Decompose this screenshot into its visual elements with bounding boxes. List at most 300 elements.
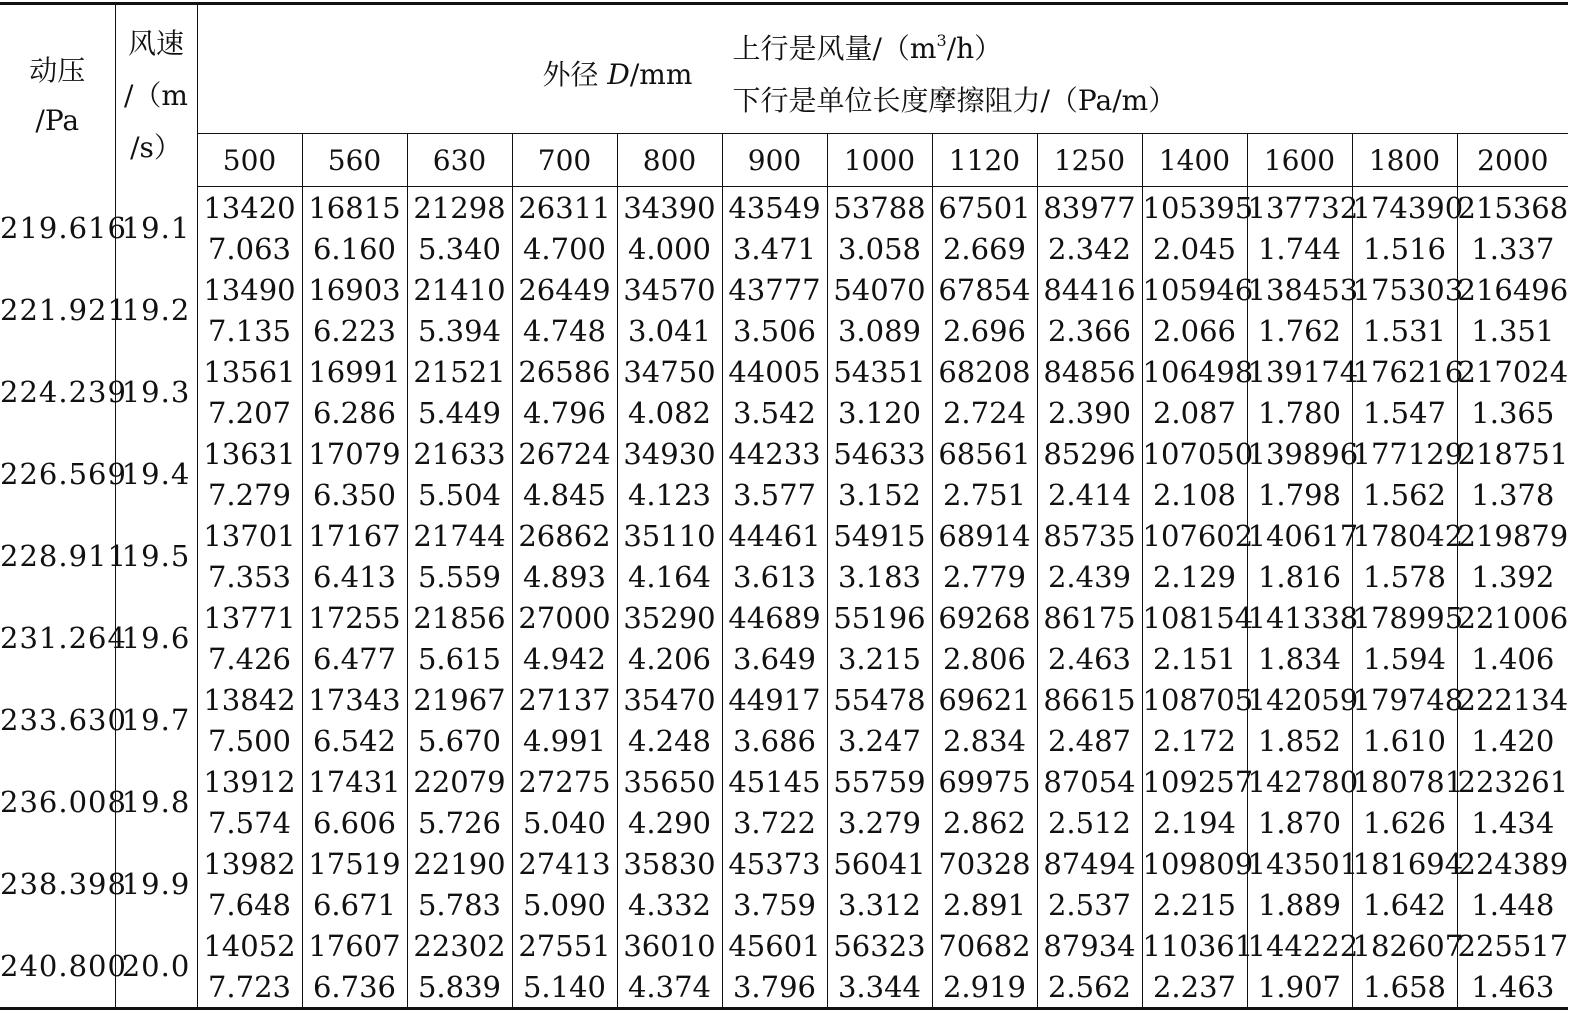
- friction-cell: 2.779: [932, 556, 1037, 597]
- friction-cell: 2.724: [932, 392, 1037, 433]
- flow-rate-cell: 180781: [1352, 761, 1457, 802]
- duct-friction-table: [0, 2, 1568, 1010]
- friction-cell: 2.669: [932, 228, 1037, 269]
- dynamic-pressure-cell: 224.239: [0, 351, 115, 433]
- friction-cell: 3.796: [722, 966, 827, 1009]
- friction-cell: 2.862: [932, 802, 1037, 843]
- velocity-cell: 19.1: [115, 187, 197, 270]
- diameter-cell: 900: [722, 134, 827, 187]
- friction-cell: 6.286: [302, 392, 407, 433]
- flow-rate-cell: 177129: [1352, 433, 1457, 474]
- flow-rate-cell: 83977: [1037, 187, 1142, 229]
- friction-cell: 4.374: [617, 966, 722, 1009]
- flow-rate-cell: 34930: [617, 433, 722, 474]
- flow-rate-cell: 26724: [512, 433, 617, 474]
- friction-cell: 5.394: [407, 310, 512, 351]
- friction-cell: 2.414: [1037, 474, 1142, 515]
- flow-rate-cell: 69268: [932, 597, 1037, 638]
- flow-rate-cell: 110361: [1142, 925, 1247, 966]
- flow-rate-cell: 142059: [1247, 679, 1352, 720]
- friction-cell: 2.487: [1037, 720, 1142, 761]
- table-row-friction: [0, 310, 1568, 351]
- flow-rate-cell: 16903: [302, 269, 407, 310]
- upper-line-superscript: 3: [936, 30, 947, 50]
- flow-rate-cell: 84856: [1037, 351, 1142, 392]
- flow-rate-cell: 181694: [1352, 843, 1457, 884]
- flow-rate-cell: 108154: [1142, 597, 1247, 638]
- friction-cell: 3.649: [722, 638, 827, 679]
- flow-rate-cell: 55196: [827, 597, 932, 638]
- flow-rate-cell: 54070: [827, 269, 932, 310]
- flow-rate-cell: 54633: [827, 433, 932, 474]
- table-row-flow: [0, 433, 1568, 474]
- flow-rate-cell: 87054: [1037, 761, 1142, 802]
- friction-cell: 4.942: [512, 638, 617, 679]
- friction-cell: 6.350: [302, 474, 407, 515]
- flow-rate-cell: 140617: [1247, 515, 1352, 556]
- flow-rate-cell: 36010: [617, 925, 722, 966]
- friction-cell: 1.870: [1247, 802, 1352, 843]
- friction-cell: 4.332: [617, 884, 722, 925]
- friction-cell: 6.223: [302, 310, 407, 351]
- diameter-cell: 500: [197, 134, 302, 187]
- table-row-friction: [0, 474, 1568, 515]
- flow-rate-cell: 35650: [617, 761, 722, 802]
- dynamic-pressure-header: [0, 4, 115, 187]
- flow-rate-cell: 45601: [722, 925, 827, 966]
- table-row-flow: [0, 187, 1568, 229]
- table-row-friction: [0, 392, 1568, 433]
- flow-rate-cell: 44461: [722, 515, 827, 556]
- diameter-cell: 1000: [827, 134, 932, 187]
- friction-cell: 2.045: [1142, 228, 1247, 269]
- friction-cell: 3.215: [827, 638, 932, 679]
- friction-cell: 4.206: [617, 638, 722, 679]
- velocity-cell: 19.3: [115, 351, 197, 433]
- velocity-cell: 19.6: [115, 597, 197, 679]
- diameter-cell: 1800: [1352, 134, 1457, 187]
- friction-cell: 6.160: [302, 228, 407, 269]
- diameter-unit: /mm: [629, 58, 693, 91]
- friction-cell: 2.834: [932, 720, 1037, 761]
- flow-rate-cell: 35290: [617, 597, 722, 638]
- friction-cell: 5.726: [407, 802, 512, 843]
- table-row-friction: [0, 638, 1568, 679]
- flow-rate-cell: 13420: [197, 187, 302, 229]
- friction-cell: 4.748: [512, 310, 617, 351]
- friction-cell: 1.547: [1352, 392, 1457, 433]
- flow-rate-cell: 21856: [407, 597, 512, 638]
- flow-rate-cell: 17607: [302, 925, 407, 966]
- friction-cell: 1.852: [1247, 720, 1352, 761]
- friction-cell: 2.172: [1142, 720, 1247, 761]
- flow-rate-cell: 176216: [1352, 351, 1457, 392]
- flow-rate-cell: 138453: [1247, 269, 1352, 310]
- table-row-friction: [0, 966, 1568, 1009]
- flow-rate-cell: 27000: [512, 597, 617, 638]
- velocity-unit-b: /s）: [130, 130, 182, 164]
- flow-rate-cell: 86175: [1037, 597, 1142, 638]
- dynamic-pressure-unit: /Pa: [35, 103, 80, 137]
- flow-rate-cell: 84416: [1037, 269, 1142, 310]
- flow-rate-cell: 17255: [302, 597, 407, 638]
- velocity-label: 风速: [127, 26, 184, 60]
- table-row-friction: [0, 884, 1568, 925]
- flow-rate-cell: 142780: [1247, 761, 1352, 802]
- diameter-cell: 700: [512, 134, 617, 187]
- flow-rate-cell: 45373: [722, 843, 827, 884]
- flow-rate-cell: 22190: [407, 843, 512, 884]
- flow-rate-cell: 56323: [827, 925, 932, 966]
- upper-line-legend: [733, 27, 1003, 67]
- flow-rate-cell: 179748: [1352, 679, 1457, 720]
- table-row-flow: [0, 843, 1568, 884]
- friction-cell: 3.542: [722, 392, 827, 433]
- dynamic-pressure-cell: 226.569: [0, 433, 115, 515]
- flow-rate-cell: 67854: [932, 269, 1037, 310]
- flow-rate-cell: 137732: [1247, 187, 1352, 229]
- flow-rate-cell: 17167: [302, 515, 407, 556]
- friction-cell: 1.626: [1352, 802, 1457, 843]
- flow-rate-cell: 17343: [302, 679, 407, 720]
- table-row-flow: [0, 515, 1568, 556]
- friction-cell: 2.512: [1037, 802, 1142, 843]
- friction-cell: 6.606: [302, 802, 407, 843]
- flow-rate-cell: 215368: [1457, 190, 1569, 225]
- friction-cell: 3.058: [827, 228, 932, 269]
- velocity-cell: 19.9: [115, 843, 197, 925]
- friction-cell: 6.542: [302, 720, 407, 761]
- diameter-row: [0, 134, 1568, 187]
- flow-rate-cell: 17079: [302, 433, 407, 474]
- flow-rate-cell: 17431: [302, 761, 407, 802]
- flow-rate-cell: 85296: [1037, 433, 1142, 474]
- friction-cell: 4.893: [512, 556, 617, 597]
- flow-rate-cell: 53788: [827, 187, 932, 229]
- friction-cell: 1.378: [1471, 477, 1555, 512]
- diameter-variable: D: [607, 58, 630, 91]
- friction-cell: 3.686: [722, 720, 827, 761]
- friction-cell: 1.594: [1352, 638, 1457, 679]
- flow-rate-cell: 22302: [407, 925, 512, 966]
- friction-cell: 3.312: [827, 884, 932, 925]
- table-row-friction: [0, 556, 1568, 597]
- flow-rate-cell: 108705: [1142, 679, 1247, 720]
- flow-rate-cell: 44917: [722, 679, 827, 720]
- table-body: [0, 187, 1568, 1009]
- flow-rate-cell: 141338: [1247, 597, 1352, 638]
- velocity-cell: 19.4: [115, 433, 197, 515]
- friction-cell: 1.642: [1352, 884, 1457, 925]
- flow-rate-cell: 67501: [932, 187, 1037, 229]
- friction-cell: 2.390: [1037, 392, 1142, 433]
- velocity-header: [115, 4, 197, 187]
- friction-cell: 1.365: [1471, 395, 1555, 430]
- friction-cell: 1.578: [1352, 556, 1457, 597]
- flow-rate-cell: 21967: [407, 679, 512, 720]
- flow-rate-cell: 35830: [617, 843, 722, 884]
- flow-rate-cell: 87934: [1037, 925, 1142, 966]
- friction-cell: 2.696: [932, 310, 1037, 351]
- flow-rate-cell: 45145: [722, 761, 827, 802]
- friction-cell: 2.066: [1142, 310, 1247, 351]
- dynamic-pressure-cell: 219.616: [0, 187, 115, 270]
- flow-rate-cell: 216496: [1457, 272, 1569, 307]
- friction-cell: 1.406: [1471, 641, 1555, 676]
- friction-cell: 5.783: [407, 884, 512, 925]
- flow-rate-cell: 106498: [1142, 351, 1247, 392]
- friction-cell: 4.123: [617, 474, 722, 515]
- table-row-flow: [0, 679, 1568, 720]
- table-row-flow: [0, 925, 1568, 966]
- flow-rate-cell: 107602: [1142, 515, 1247, 556]
- friction-cell: 1.816: [1247, 556, 1352, 597]
- flow-rate-cell: 54915: [827, 515, 932, 556]
- flow-rate-cell: 70328: [932, 843, 1037, 884]
- velocity-unit-a: /（m: [124, 78, 188, 112]
- friction-cell: 3.279: [827, 802, 932, 843]
- friction-cell: 4.991: [512, 720, 617, 761]
- friction-cell: 6.413: [302, 556, 407, 597]
- flow-rate-cell: 21298: [407, 187, 512, 229]
- flow-rate-cell: 218751: [1457, 436, 1569, 471]
- flow-rate-cell: 69975: [932, 761, 1037, 802]
- friction-cell: 2.891: [932, 884, 1037, 925]
- friction-cell: 2.439: [1037, 556, 1142, 597]
- velocity-cell: 19.2: [115, 269, 197, 351]
- flow-rate-cell: 21633: [407, 433, 512, 474]
- flow-rate-cell: 223261: [1457, 764, 1569, 799]
- friction-cell: 1.762: [1247, 310, 1352, 351]
- friction-cell: 3.577: [722, 474, 827, 515]
- flow-rate-cell: 56041: [827, 843, 932, 884]
- diameter-cell: 630: [407, 134, 512, 187]
- flow-rate-cell: 21410: [407, 269, 512, 310]
- friction-cell: 7.500: [197, 720, 302, 761]
- friction-cell: 5.615: [407, 638, 512, 679]
- flow-rate-cell: 182607: [1352, 925, 1457, 966]
- table-row-friction: [0, 228, 1568, 269]
- flow-rate-cell: 26449: [512, 269, 617, 310]
- friction-cell: 5.449: [407, 392, 512, 433]
- flow-rate-cell: 34390: [617, 187, 722, 229]
- diameter-cell: 800: [617, 134, 722, 187]
- friction-cell: 1.907: [1247, 966, 1352, 1009]
- flow-rate-cell: 85735: [1037, 515, 1142, 556]
- flow-rate-cell: 68561: [932, 433, 1037, 474]
- flow-rate-cell: 144222: [1247, 925, 1352, 966]
- flow-rate-cell: 16991: [302, 351, 407, 392]
- flow-rate-cell: 105395: [1142, 187, 1247, 229]
- flow-rate-cell: 219879: [1457, 518, 1569, 553]
- friction-cell: 2.751: [932, 474, 1037, 515]
- friction-cell: 4.290: [617, 802, 722, 843]
- flow-rate-cell: 224389: [1457, 846, 1569, 881]
- friction-cell: 7.426: [197, 638, 302, 679]
- flow-rate-cell: 13912: [197, 761, 302, 802]
- diameter-caption: [543, 53, 693, 93]
- flow-rate-cell: 139174: [1247, 351, 1352, 392]
- friction-cell: 3.471: [722, 228, 827, 269]
- friction-cell: 1.337: [1471, 231, 1555, 266]
- flow-rate-cell: 69621: [932, 679, 1037, 720]
- flow-rate-cell: 44689: [722, 597, 827, 638]
- friction-cell: 2.215: [1142, 884, 1247, 925]
- table-row-friction: [0, 802, 1568, 843]
- friction-cell: 1.658: [1352, 966, 1457, 1009]
- friction-cell: 2.562: [1037, 966, 1142, 1009]
- friction-cell: 3.247: [827, 720, 932, 761]
- friction-cell: 2.806: [932, 638, 1037, 679]
- diameter-cell: 2000: [1457, 134, 1568, 187]
- flow-rate-cell: 68914: [932, 515, 1037, 556]
- flow-rate-cell: 68208: [932, 351, 1037, 392]
- diameter-cell: 1250: [1037, 134, 1142, 187]
- friction-cell: 1.420: [1471, 723, 1555, 758]
- dynamic-pressure-cell: 233.630: [0, 679, 115, 761]
- flow-rate-cell: 86615: [1037, 679, 1142, 720]
- friction-cell: 5.504: [407, 474, 512, 515]
- friction-cell: 3.344: [827, 966, 932, 1009]
- table-row-flow: [0, 351, 1568, 392]
- friction-cell: 1.531: [1352, 310, 1457, 351]
- friction-cell: 5.090: [512, 884, 617, 925]
- flow-rate-cell: 13631: [197, 433, 302, 474]
- friction-cell: 3.506: [722, 310, 827, 351]
- flow-rate-cell: 222134: [1457, 682, 1569, 717]
- dynamic-pressure-cell: 228.911: [0, 515, 115, 597]
- flow-rate-cell: 34750: [617, 351, 722, 392]
- friction-cell: 2.366: [1037, 310, 1142, 351]
- upper-line-text: 上行是风量/（m: [732, 32, 937, 65]
- flow-rate-cell: 175303: [1352, 269, 1457, 310]
- flow-rate-cell: 21521: [407, 351, 512, 392]
- friction-cell: 1.463: [1471, 969, 1555, 1004]
- lower-line-legend: 下行是单位长度摩擦阻力/（Pa/m）: [732, 84, 1177, 117]
- friction-cell: 2.463: [1037, 638, 1142, 679]
- flow-rate-cell: 14052: [197, 925, 302, 966]
- table-row-flow: [0, 597, 1568, 638]
- friction-cell: 2.342: [1037, 228, 1142, 269]
- friction-cell: 2.087: [1142, 392, 1247, 433]
- dynamic-pressure-cell: 238.398: [0, 843, 115, 925]
- friction-cell: 2.919: [932, 966, 1037, 1009]
- velocity-cell: 19.5: [115, 515, 197, 597]
- flow-rate-cell: 105946: [1142, 269, 1247, 310]
- friction-cell: 4.164: [617, 556, 722, 597]
- velocity-cell: 20.0: [115, 925, 197, 1009]
- table-row-flow: [0, 269, 1568, 310]
- friction-cell: 4.248: [617, 720, 722, 761]
- flow-rate-cell: 13561: [197, 351, 302, 392]
- flow-rate-cell: 27137: [512, 679, 617, 720]
- friction-cell: 2.108: [1142, 474, 1247, 515]
- flow-rate-cell: 217024: [1457, 354, 1569, 389]
- friction-cell: 6.736: [302, 966, 407, 1009]
- friction-cell: 2.237: [1142, 966, 1247, 1009]
- table-row-friction: [0, 720, 1568, 761]
- friction-cell: 2.129: [1142, 556, 1247, 597]
- friction-cell: 7.135: [197, 310, 302, 351]
- flow-rate-cell: 225517: [1457, 928, 1569, 963]
- friction-cell: 1.889: [1247, 884, 1352, 925]
- flow-rate-cell: 13701: [197, 515, 302, 556]
- flow-rate-cell: 44005: [722, 351, 827, 392]
- table-row-flow: [0, 761, 1568, 802]
- flow-rate-cell: 13842: [197, 679, 302, 720]
- friction-cell: 3.183: [827, 556, 932, 597]
- dynamic-pressure-cell: 240.800: [0, 925, 115, 1009]
- friction-cell: 5.340: [407, 228, 512, 269]
- friction-cell: 1.351: [1471, 313, 1555, 348]
- friction-cell: 5.559: [407, 556, 512, 597]
- friction-cell: 4.082: [617, 392, 722, 433]
- upper-line-unit: /h）: [946, 32, 1003, 65]
- friction-cell: 4.796: [512, 392, 617, 433]
- friction-cell: 1.392: [1471, 559, 1555, 594]
- friction-cell: 1.562: [1352, 474, 1457, 515]
- friction-cell: 1.798: [1247, 474, 1352, 515]
- flow-rate-cell: 107050: [1142, 433, 1247, 474]
- friction-cell: 3.722: [722, 802, 827, 843]
- diameter-header: [197, 4, 1568, 134]
- flow-rate-cell: 221006: [1457, 600, 1569, 635]
- friction-cell: 3.152: [827, 474, 932, 515]
- friction-cell: 7.279: [197, 474, 302, 515]
- flow-rate-cell: 27551: [512, 925, 617, 966]
- flow-rate-cell: 178995: [1352, 597, 1457, 638]
- flow-rate-cell: 35110: [617, 515, 722, 556]
- flow-rate-cell: 55478: [827, 679, 932, 720]
- flow-rate-cell: 21744: [407, 515, 512, 556]
- friction-cell: 1.834: [1247, 638, 1352, 679]
- friction-cell: 1.434: [1471, 805, 1555, 840]
- flow-rate-cell: 70682: [932, 925, 1037, 966]
- diameter-cell: 1600: [1247, 134, 1352, 187]
- flow-rate-cell: 22079: [407, 761, 512, 802]
- flow-rate-cell: 13490: [197, 269, 302, 310]
- flow-rate-cell: 16815: [302, 187, 407, 229]
- diameter-cell: 1120: [932, 134, 1037, 187]
- flow-rate-cell: 17519: [302, 843, 407, 884]
- flow-rate-cell: 87494: [1037, 843, 1142, 884]
- flow-rate-cell: 13771: [197, 597, 302, 638]
- flow-rate-cell: 109257: [1142, 761, 1247, 802]
- dynamic-pressure-cell: 236.008: [0, 761, 115, 843]
- flow-rate-cell: 13982: [197, 843, 302, 884]
- flow-rate-cell: 55759: [827, 761, 932, 802]
- flow-rate-cell: 43777: [722, 269, 827, 310]
- friction-cell: 7.353: [197, 556, 302, 597]
- flow-rate-cell: 34570: [617, 269, 722, 310]
- friction-cell: 4.700: [512, 228, 617, 269]
- flow-rate-cell: 35470: [617, 679, 722, 720]
- velocity-cell: 19.8: [115, 761, 197, 843]
- dynamic-pressure-cell: 231.264: [0, 597, 115, 679]
- flow-rate-cell: 27275: [512, 761, 617, 802]
- flow-rate-cell: 27413: [512, 843, 617, 884]
- friction-cell: 7.574: [197, 802, 302, 843]
- diameter-cell: 1400: [1142, 134, 1247, 187]
- flow-rate-cell: 143501: [1247, 843, 1352, 884]
- flow-rate-cell: 44233: [722, 433, 827, 474]
- flow-rate-cell: 174390: [1352, 187, 1457, 229]
- friction-cell: 3.613: [722, 556, 827, 597]
- friction-cell: 3.759: [722, 884, 827, 925]
- friction-cell: 6.671: [302, 884, 407, 925]
- friction-cell: 5.839: [407, 966, 512, 1009]
- friction-cell: 6.477: [302, 638, 407, 679]
